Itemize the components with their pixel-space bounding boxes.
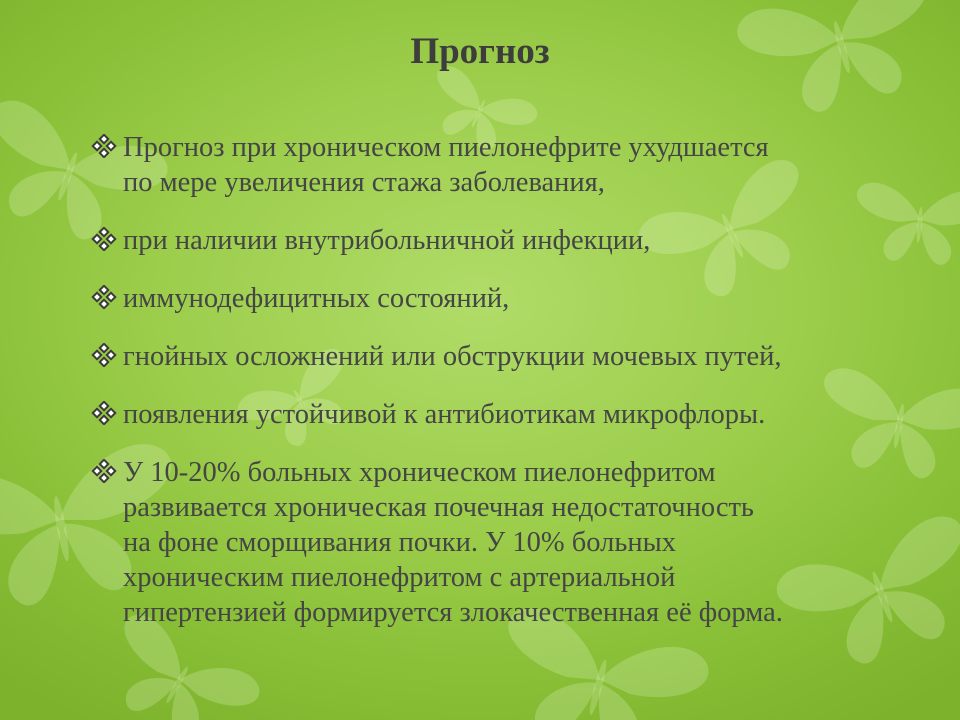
bullet-text: У 10-20% больных хроническом пиелонефритом развивается хроническая почечная недостаточность на фоне сморщивания почки. У 10% больных хроническим пиелонефритом с артериальной гипертензией формируется злокачественная её форма. <box>123 457 783 628</box>
bullet-text: при наличии внутрибольничной инфекции, <box>123 225 651 256</box>
bullet-item <box>88 223 938 258</box>
bullet-item <box>88 130 938 200</box>
diamond-cluster-icon <box>89 134 119 158</box>
bullet-list <box>88 130 938 653</box>
diamond-cluster-icon <box>89 343 119 367</box>
bullet-item <box>88 281 938 316</box>
diamond-cluster-icon <box>89 401 119 425</box>
bullet-text: Прогноз при хроническом пиелонефрите ухудшается по мере увеличения стажа заболевания, <box>123 132 769 198</box>
bullet-item <box>88 397 938 432</box>
bullet-text: гнойных осложнений или обструкции мочевых путей, <box>123 341 782 372</box>
diamond-cluster-icon <box>89 459 119 483</box>
bullet-text: появления устойчивой к антибиотикам микрофлоры. <box>123 399 766 430</box>
bullet-item <box>88 455 938 630</box>
bullet-item <box>88 339 938 374</box>
diamond-cluster-icon <box>89 285 119 309</box>
slide-title: Прогноз <box>410 31 550 72</box>
bullet-text: иммунодефицитных состояний, <box>123 283 510 314</box>
diamond-cluster-icon <box>89 227 119 251</box>
